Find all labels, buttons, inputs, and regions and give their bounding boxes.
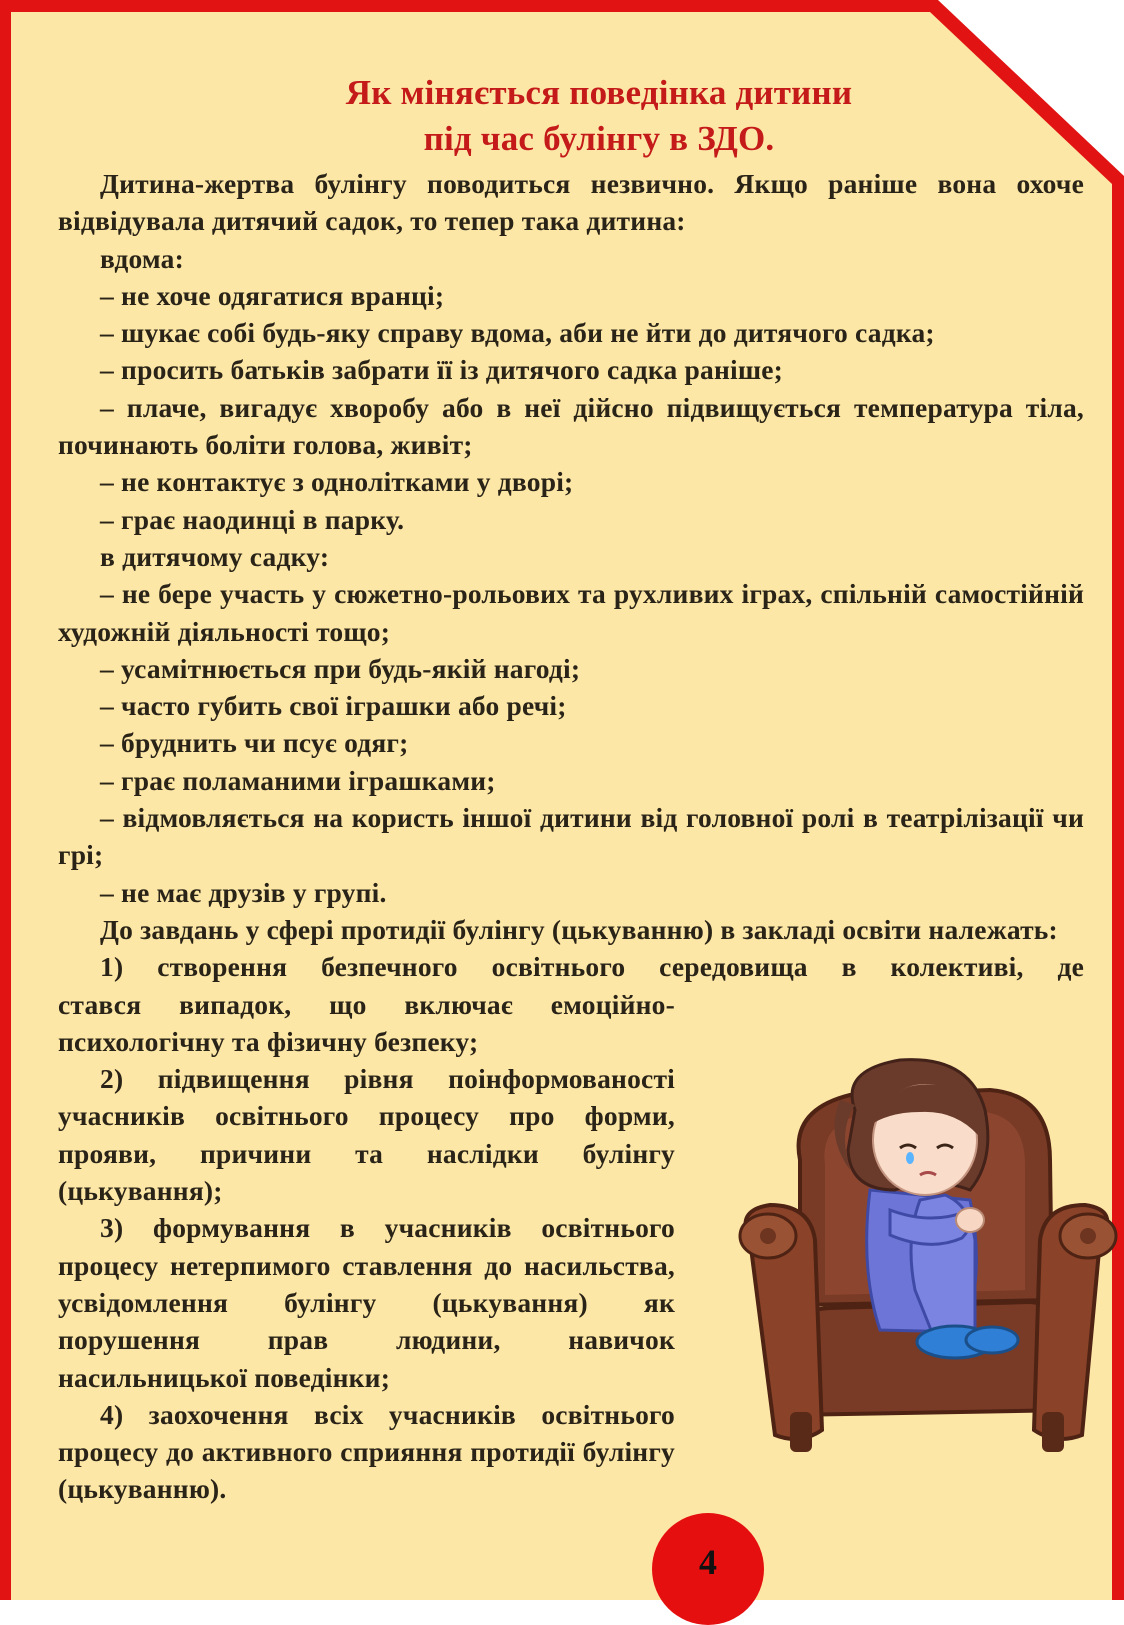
home-item: – не хоче одягатися вранці; — [100, 279, 445, 311]
task-item-1: стався випадок, що включає емоційно-психологічну та фізичну безпеку; — [58, 988, 675, 1057]
home-heading: вдома: — [100, 242, 184, 274]
kindergarten-item: – грає поламаними іграшками; — [100, 764, 496, 796]
task-item-4: 4) заохочення всіх учасників освітнього процесу до активного сприяння протидії булінгу (цькуванню). — [58, 1398, 675, 1505]
home-item: – не контактує з однолітками у дворі; — [100, 466, 574, 498]
page-number: 4 — [699, 1542, 717, 1582]
kindergarten-item: – усамітнюється при будь-якій нагоді; — [100, 652, 581, 684]
title-line-1: Як міняється поведінка дитини — [345, 73, 853, 112]
home-item: – шукає собі будь-яку справу вдома, аби не йти до дитячого садка; — [100, 317, 935, 349]
kindergarten-heading: в дитячому садку: — [100, 540, 330, 572]
tasks-intro: До завдань у сфері протидії булінгу (цькуванню) в закладі освіти належать: — [100, 913, 1058, 945]
title-line-2: під час булінгу в ЗДО. — [423, 119, 775, 158]
home-item: – плаче, вигадує хворобу або в неї дійсно підвищується температура тіла, починають боліти голова, живіт; — [58, 391, 1084, 461]
kindergarten-item: – не має друзів у групі. — [100, 876, 387, 908]
task-item-3: 3) формування в учасників освітнього процесу нетерпимого ставлення до насильства, усвідомлення булінгу (цькування) як порушення прав людини, навичок насильницької поведінки; — [58, 1212, 675, 1393]
intro-paragraph: Дитина-жертва булінгу поводиться незвично. Якщо раніше вона охоче відвідувала дитячий садок, то тепер така дитина: — [58, 168, 1084, 237]
kindergarten-item: – не бере участь у сюжетно-рольових та рухливих іграх, спільній самостійній художній діяльності тощо; — [58, 578, 1084, 647]
task-item-2: 2) підвищення рівня поінформованості учасників освітнього процесу про форми, прояви, причини та наслідки булінгу (цькування); — [58, 1063, 675, 1207]
page-title — [58, 70, 1084, 162]
home-item: – грає наодинці в парку. — [100, 503, 405, 535]
home-item: – просить батьків забрати її із дитячого садка раніше; — [100, 354, 784, 386]
task-item-1-first-line: 1) створення безпечного освітнього середовища в колективі, де — [100, 951, 1084, 983]
kindergarten-item: – часто губить свої іграшки або речі; — [100, 690, 567, 722]
kindergarten-item: – бруднить чи псує одяг; — [100, 727, 409, 759]
sad-child-in-armchair-icon — [730, 1040, 1124, 1480]
kindergarten-item: – відмовляється на користь іншої дитини від головної ролі в театрілізації чи грі; — [58, 802, 1084, 871]
